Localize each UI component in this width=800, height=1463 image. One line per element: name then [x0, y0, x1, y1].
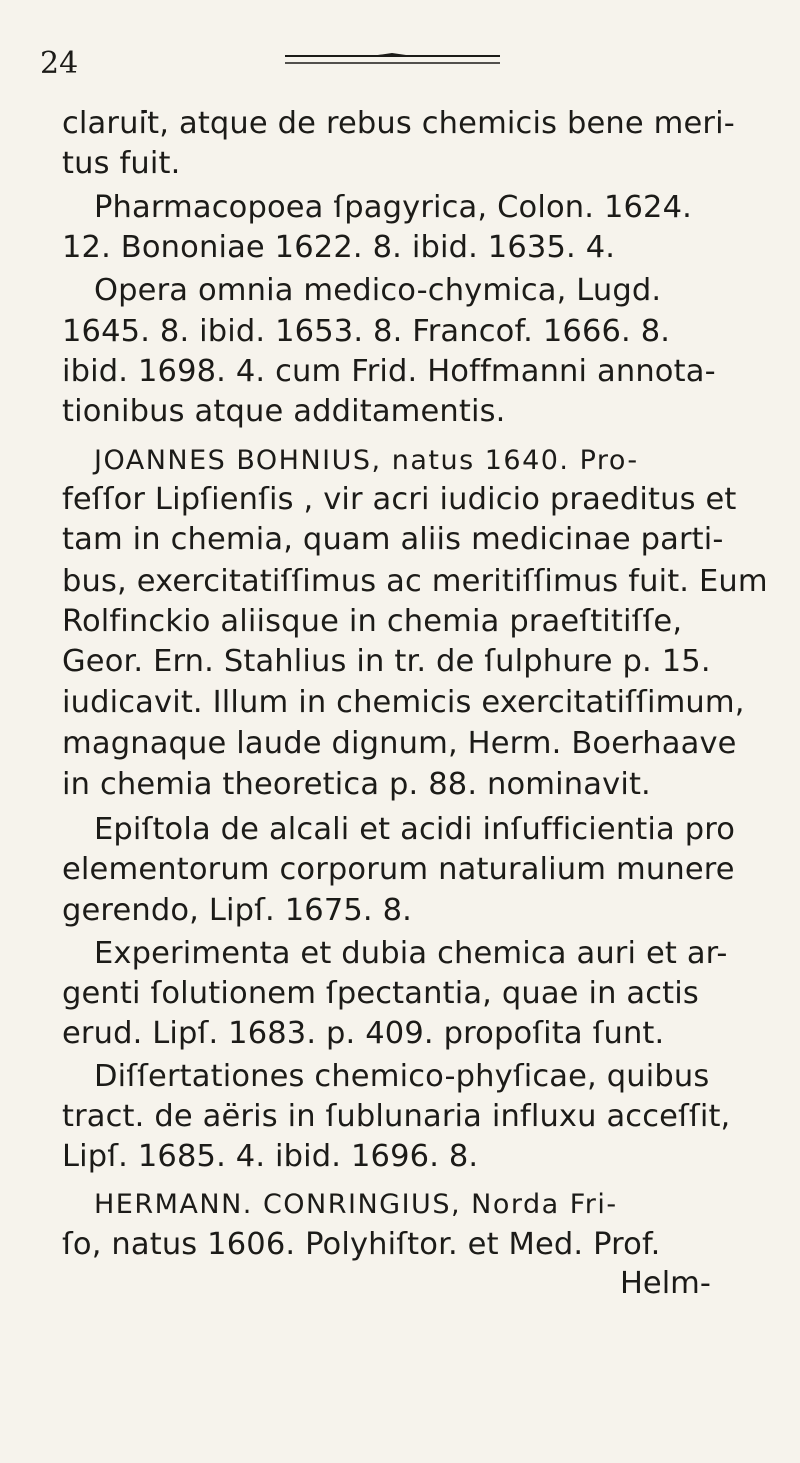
text-line: Epiſtola de alcali et acidi inſufficientia pro	[94, 812, 736, 847]
text-line: Experimenta et dubia chemica auri et ar-	[94, 936, 728, 971]
text-line: tract. de aëris in ſublunaria influxu acceſſit,	[62, 1099, 731, 1134]
page-number: 24	[40, 46, 79, 81]
text-line: bus, exercitatiſſimus ac meritiſſimus fuit. Eum	[62, 564, 768, 599]
text-line: Diſſertationes chemico-phyſicae, quibus	[94, 1059, 710, 1094]
header-ornament-rule	[285, 53, 500, 67]
text-line: clarui͘t, atque de rebus chemicis bene meri-	[62, 106, 735, 141]
text-line: Lipſ. 1685. 4. ibid. 1696. 8.	[62, 1139, 479, 1174]
text-line: Opera omnia medico-chymica, Lugd.	[94, 273, 662, 308]
text-line: Geor. Ern. Stahlius in tr. de ſulphure p. 15.	[62, 644, 711, 679]
text-line: magnaque laude dignum, Herm. Boerhaave	[62, 726, 737, 761]
text-line: genti ſolutionem ſpectantia, quae in actis	[62, 976, 699, 1011]
text-line: ibid. 1698. 4. cum Frid. Hoffmanni annota-	[62, 354, 716, 389]
text-line: in chemia theoretica p. 88. nominavit.	[62, 767, 651, 802]
person-name: JOANNES BOHNIUS, natus 1640. Pro-	[94, 445, 639, 476]
text-line: Pharmacopoea ſpagyrica, Colon. 1624.	[94, 190, 693, 225]
text-line: gerendo, Lipſ. 1675. 8.	[62, 893, 413, 928]
text-line: tam in chemia, quam aliis medicinae parti-	[62, 522, 724, 557]
text-line: 12. Bononiae 1622. 8. ibid. 1635. 4.	[62, 230, 616, 265]
person-name: HERMANN. CONRINGIUS, Norda Fri-	[94, 1189, 618, 1220]
text-line: 1645. 8. ibid. 1653. 8. Francof. 1666. 8.	[62, 314, 671, 349]
text-line: ſo, natus 1606. Polyhiſtor. et Med. Prof.	[62, 1227, 661, 1262]
text-line: erud. Lipſ. 1683. p. 409. propoſita ſunt.	[62, 1016, 665, 1051]
text-line: Rolfinckio aliisque in chemia praeſtitiſſe,	[62, 604, 683, 639]
text-line: feſſor Lipſienſis , vir acri iudicio praeditus et	[62, 482, 737, 517]
text-line: iudicavit. Illum in chemicis exercitatiſſimum,	[62, 685, 745, 720]
text-line: elementorum corporum naturalium munere	[62, 852, 735, 887]
catchword: Helm-	[620, 1266, 711, 1301]
text-line: tionibus atque additamentis.	[62, 394, 506, 429]
text-line	[94, 1184, 618, 1225]
text-line	[94, 440, 639, 481]
text-line: tus fuit.	[62, 146, 181, 181]
